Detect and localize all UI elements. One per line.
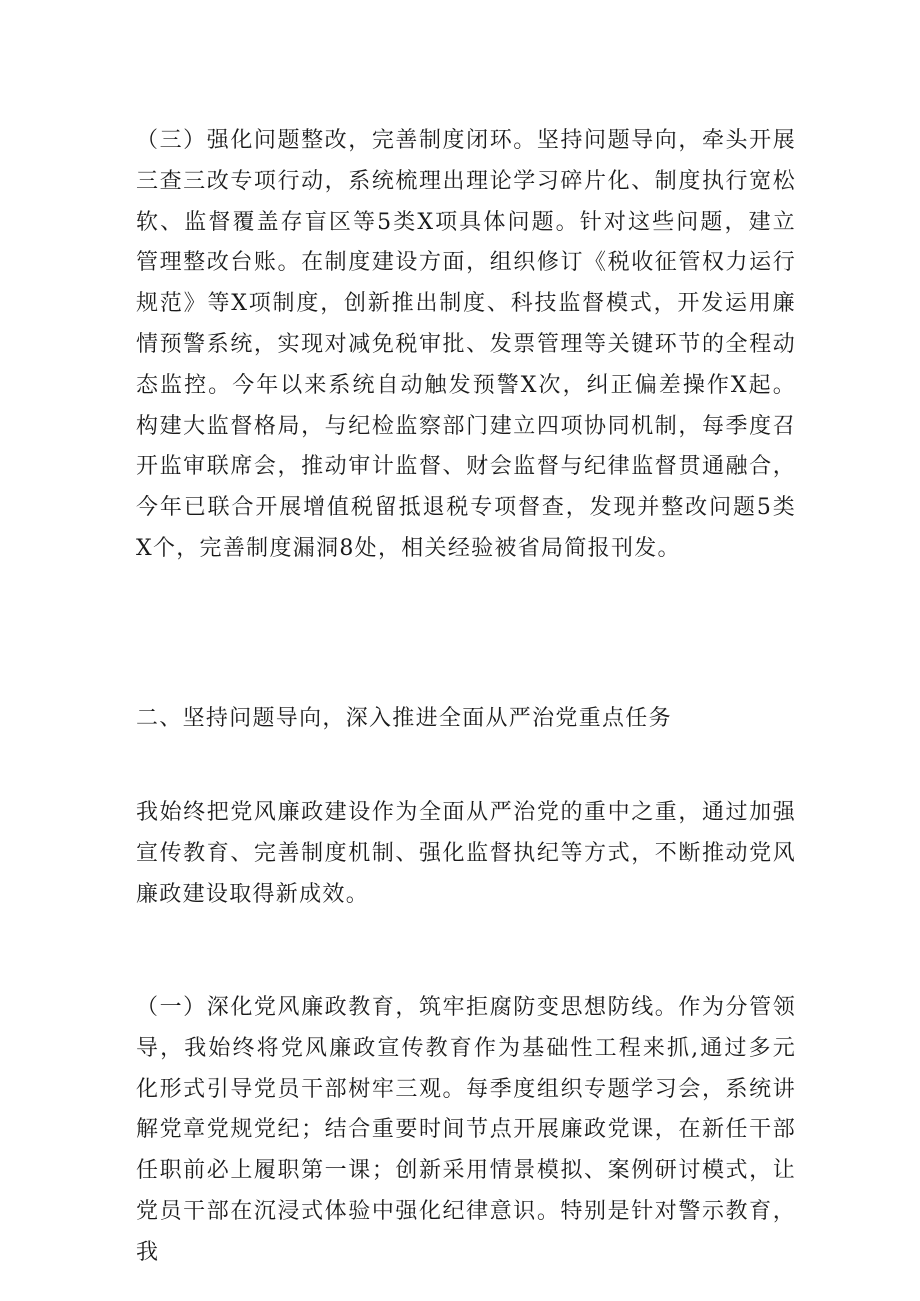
section-heading: 二、坚持问题导向，深入推进全面从严治党重点任务 <box>136 706 672 731</box>
paragraph-education: （一）深化党风廉政教育，筑牢拒腐防变思想防线。作为分管领导，我始终将党风廉政宣传教育作为基础性工程来抓,通过多元化形式引导党员干部树牢三观。每季度组织专题学习会，系统讲解党章党规党纪；结合重要时间节点开展廉政党课，在新任干部任职前必上履职第一课；创新采用情景模拟、案例研讨模式，让党员干部在沉浸式体验中强化纪律意识。特别是针对警示教育，我 <box>136 995 796 1265</box>
paragraph-rectification: （三）强化问题整改，完善制度闭环。坚持问题导向，牵头开展三查三改专项行动，系统梳理出理论学习碎片化、制度执行宽松软、监督覆盖存盲区等5类X项具体问题。针对这些问题，建立管理整改台账。在制度建设方面，组织修订《税收征管权力运行规范》等X项制度，创新推出制度、科技监督模式，开发运用廉情预警系统，实现对减免税审批、发票管理等关键环节的全程动态监控。今年以来系统自动触发预警X次，纠正偏差操作X起。构建大监督格局，与纪检监察部门建立四项协同机制，每季度召开监审联席会，推动审计监督、财会监督与纪律监督贯通融合，今年已联合开展增值税留抵退税专项督查，发现并整改问题5类X个，完善制度漏洞8处，相关经验被省局简报刊发。 <box>136 128 796 561</box>
paragraph-party-building: 我始终把党风廉政建设作为全面从严治党的重中之重，通过加强宣传教育、完善制度机制、强化监督执纪等方式，不断推动党风廉政建设取得新成效。 <box>136 800 796 907</box>
